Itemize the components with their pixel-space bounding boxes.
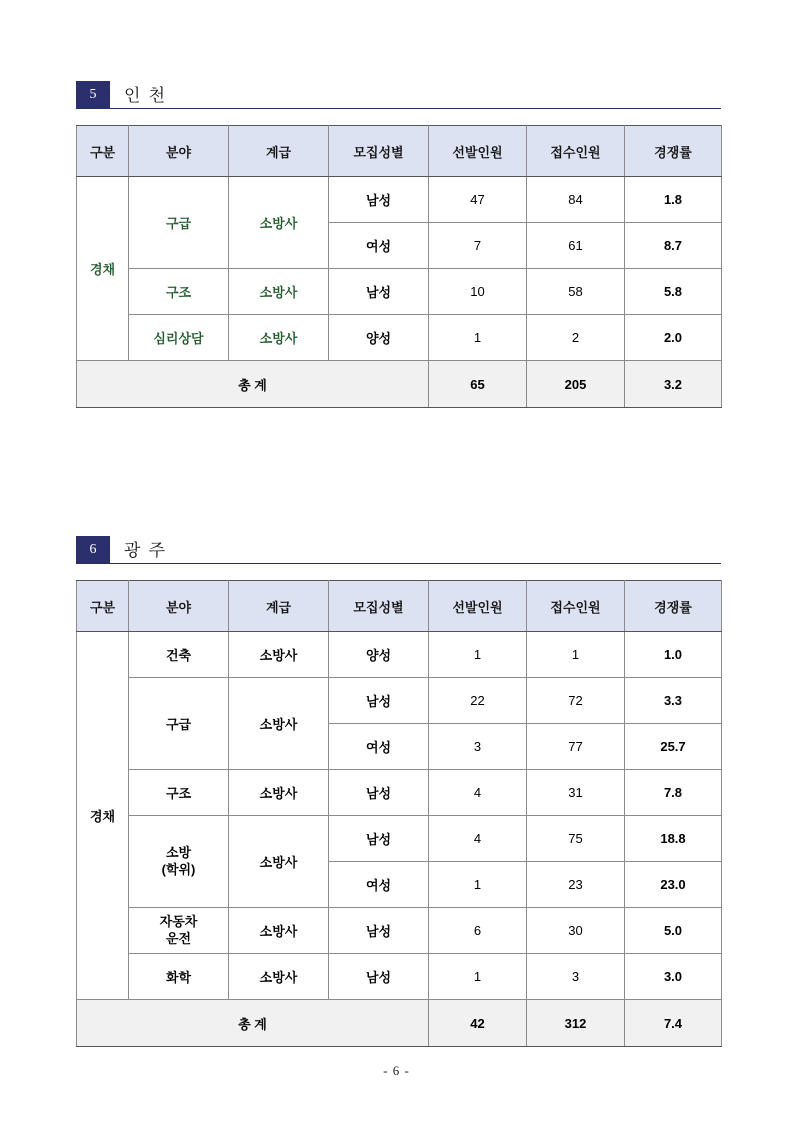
cell-ratio: 18.8 <box>625 816 722 862</box>
cell-selected: 1 <box>429 632 527 678</box>
cell-ratio: 23.0 <box>625 862 722 908</box>
cell-gender: 여성 <box>329 862 429 908</box>
cell-selected: 1 <box>429 315 527 361</box>
cell-total-label: 총 계 <box>77 1000 429 1047</box>
cell-ratio: 2.0 <box>625 315 722 361</box>
cell-ratio: 5.0 <box>625 908 722 954</box>
section-title: 인 천 <box>124 86 168 105</box>
cell-gender: 여성 <box>329 223 429 269</box>
table-header-row <box>77 581 722 632</box>
table-row <box>77 908 722 954</box>
cell-applied: 72 <box>527 678 625 724</box>
cell-field-line1: 자동차 <box>159 914 198 930</box>
col-gender: 모집성별 <box>329 581 429 632</box>
col-category: 구분 <box>77 581 129 632</box>
col-ratio: 경쟁률 <box>625 581 722 632</box>
section-header <box>76 78 721 109</box>
cell-total-ratio: 7.4 <box>625 1000 722 1047</box>
cell-rank: 소방사 <box>229 632 329 678</box>
cell-field: 구조 <box>129 269 229 315</box>
table-row <box>77 816 722 862</box>
cell-gender: 양성 <box>329 315 429 361</box>
cell-ratio: 5.8 <box>625 269 722 315</box>
cell-ratio: 25.7 <box>625 724 722 770</box>
cell-field-line1: 소방 <box>165 845 192 861</box>
cell-selected: 4 <box>429 816 527 862</box>
section-number: 5 <box>76 81 110 108</box>
cell-total-applied: 312 <box>527 1000 625 1047</box>
table-header-row <box>77 126 722 177</box>
col-selected: 선발인원 <box>429 581 527 632</box>
cell-total-label: 총 계 <box>77 361 429 408</box>
table-total-row <box>77 1000 722 1047</box>
cell-total-applied: 205 <box>527 361 625 408</box>
cell-total-ratio: 3.2 <box>625 361 722 408</box>
cell-applied: 23 <box>527 862 625 908</box>
section-gwangju <box>76 533 721 1047</box>
cell-field <box>129 816 229 908</box>
table-row <box>77 177 722 223</box>
cell-selected: 3 <box>429 724 527 770</box>
section-number: 6 <box>76 536 110 563</box>
cell-selected: 6 <box>429 908 527 954</box>
col-applied: 접수인원 <box>527 581 625 632</box>
cell-rank: 소방사 <box>229 315 329 361</box>
cell-category: 경채 <box>77 632 129 1000</box>
cell-ratio: 3.3 <box>625 678 722 724</box>
cell-applied: 84 <box>527 177 625 223</box>
table-row <box>77 770 722 816</box>
col-rank: 계급 <box>229 126 329 177</box>
cell-rank: 소방사 <box>229 177 329 269</box>
table-row <box>77 678 722 724</box>
table-row <box>77 315 722 361</box>
cell-selected: 1 <box>429 862 527 908</box>
cell-rank: 소방사 <box>229 816 329 908</box>
col-field: 분야 <box>129 126 229 177</box>
cell-ratio: 1.8 <box>625 177 722 223</box>
section-title: 광 주 <box>124 541 168 560</box>
col-selected: 선발인원 <box>429 126 527 177</box>
col-rank: 계급 <box>229 581 329 632</box>
cell-applied: 58 <box>527 269 625 315</box>
cell-selected: 10 <box>429 269 527 315</box>
cell-field: 건축 <box>129 632 229 678</box>
cell-gender: 남성 <box>329 954 429 1000</box>
col-gender: 모집성별 <box>329 126 429 177</box>
cell-field: 구급 <box>129 177 229 269</box>
cell-applied: 77 <box>527 724 625 770</box>
cell-applied: 75 <box>527 816 625 862</box>
cell-total-selected: 65 <box>429 361 527 408</box>
cell-ratio: 7.8 <box>625 770 722 816</box>
cell-gender: 양성 <box>329 632 429 678</box>
cell-applied: 3 <box>527 954 625 1000</box>
cell-gender: 여성 <box>329 724 429 770</box>
cell-total-selected: 42 <box>429 1000 527 1047</box>
table-total-row <box>77 361 722 408</box>
cell-applied: 61 <box>527 223 625 269</box>
cell-gender: 남성 <box>329 177 429 223</box>
cell-field: 심리상담 <box>129 315 229 361</box>
cell-rank: 소방사 <box>229 908 329 954</box>
col-applied: 접수인원 <box>527 126 625 177</box>
cell-field: 구조 <box>129 770 229 816</box>
cell-category: 경채 <box>77 177 129 361</box>
cell-gender: 남성 <box>329 908 429 954</box>
cell-field: 구급 <box>129 678 229 770</box>
cell-applied: 1 <box>527 632 625 678</box>
cell-field <box>129 908 229 954</box>
cell-ratio: 3.0 <box>625 954 722 1000</box>
cell-rank: 소방사 <box>229 770 329 816</box>
cell-gender: 남성 <box>329 269 429 315</box>
cell-applied: 2 <box>527 315 625 361</box>
cell-field: 화학 <box>129 954 229 1000</box>
cell-field-line2: (학위) <box>161 861 196 877</box>
recruitment-table-gwangju <box>76 580 722 1047</box>
cell-rank: 소방사 <box>229 954 329 1000</box>
cell-gender: 남성 <box>329 770 429 816</box>
section-header <box>76 533 721 564</box>
cell-selected: 7 <box>429 223 527 269</box>
cell-ratio: 1.0 <box>625 632 722 678</box>
page-number: - 6 - <box>383 1063 410 1078</box>
col-category: 구분 <box>77 126 129 177</box>
cell-selected: 47 <box>429 177 527 223</box>
cell-rank: 소방사 <box>229 269 329 315</box>
recruitment-table-incheon <box>76 125 722 408</box>
cell-gender: 남성 <box>329 816 429 862</box>
cell-selected: 1 <box>429 954 527 1000</box>
cell-selected: 4 <box>429 770 527 816</box>
table-row <box>77 632 722 678</box>
cell-ratio: 8.7 <box>625 223 722 269</box>
cell-gender: 남성 <box>329 678 429 724</box>
section-incheon <box>76 78 721 408</box>
cell-field-line2: 운전 <box>165 930 192 946</box>
cell-selected: 22 <box>429 678 527 724</box>
table-row <box>77 269 722 315</box>
col-ratio: 경쟁률 <box>625 126 722 177</box>
table-row <box>77 954 722 1000</box>
col-field: 분야 <box>129 581 229 632</box>
cell-applied: 31 <box>527 770 625 816</box>
cell-rank: 소방사 <box>229 678 329 770</box>
cell-applied: 30 <box>527 908 625 954</box>
